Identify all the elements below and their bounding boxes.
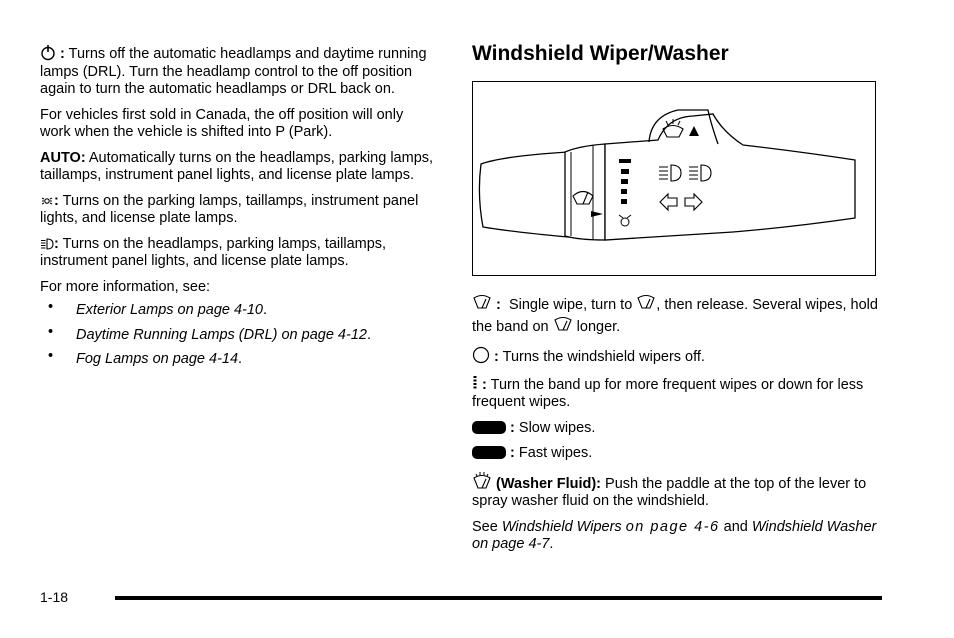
- power-off-icon: [40, 44, 56, 61]
- list-item: • Exterior Lamps on page 4-10.: [40, 302, 435, 320]
- headlamp-text: Turns on the headlamps, parking lamps, taillamps, instrument panel lights, and license plate lamps.: [40, 235, 387, 269]
- reference-link[interactable]: Windshield Washer on page 4-7: [472, 518, 877, 552]
- right-column: [472, 40, 882, 562]
- wiper-off-label: :: [494, 349, 499, 365]
- slow-label: :: [510, 419, 515, 436]
- reference-link[interactable]: Exterior Lamps on page 4-10: [76, 302, 263, 318]
- list-item: • Daytime Running Lamps (DRL) on page 4-12.: [40, 327, 435, 345]
- slow-paragraph: : Slow wipes.: [472, 420, 882, 438]
- page-number: 1-18: [40, 589, 69, 605]
- off-paragraph: [40, 44, 435, 99]
- off-circle-icon: [472, 346, 490, 364]
- reference-list: [40, 302, 435, 369]
- wiper-mist-icon: [553, 316, 573, 334]
- wiper-off-paragraph: : Turns the windshield wipers off.: [472, 346, 882, 367]
- single-wipe-label: :: [496, 297, 501, 313]
- reference-link[interactable]: Daytime Running Lamps (DRL) on page 4-12: [76, 326, 367, 343]
- fast-label: :: [510, 445, 515, 461]
- headlamp-label: :: [54, 235, 59, 252]
- parking-label: :: [54, 192, 59, 209]
- footer-rule: [115, 596, 882, 600]
- washer-paragraph: (Washer Fluid): Push the paddle at the top of the lever to spray washer fluid on the windshield.: [472, 471, 882, 511]
- slow-speed-icon: [472, 421, 506, 434]
- washer-label: (Washer Fluid):: [496, 475, 602, 492]
- delay-bars-icon: [472, 375, 478, 392]
- fast-speed-icon: [472, 446, 506, 459]
- parking-paragraph: [40, 193, 435, 228]
- wiper-mist-icon: [636, 294, 656, 312]
- section-heading: Windshield Wiper/Washer: [472, 42, 729, 65]
- parking-text: Turns on the parking lamps, taillamps, instrument panel lights, and license plate lamps.: [40, 192, 419, 226]
- off-label: :: [60, 46, 65, 62]
- wiper-lever-drawing: [473, 82, 875, 275]
- auto-text: Automatically turns on the headlamps, parking lamps, taillamps, instrument panel lights, and license plate lamps.: [40, 149, 434, 183]
- wiper-lever-illustration: [472, 81, 876, 276]
- off-text: Turns off the automatic headlamps and daytime running lamps (DRL). Turn the headlamp control to the off position again to turn the automatic headlamps or DRL back on.: [40, 46, 427, 97]
- parking-lamp-icon: [40, 194, 54, 208]
- reference-link[interactable]: Fog Lamps on page 4-14: [76, 351, 239, 367]
- more-info: For more information, see:: [40, 278, 211, 295]
- single-wipe-paragraph: : Single wipe, turn to , then release. Several wipes, hold the band on longer.: [472, 294, 882, 338]
- headlamp-icon: [40, 237, 54, 251]
- auto-label: AUTO:: [40, 149, 86, 166]
- washer-fluid-icon: [472, 471, 492, 491]
- list-item: • Fog Lamps on page 4-14.: [40, 351, 435, 369]
- delay-paragraph: : Turn the band up for more frequent wipes or down for less frequent wipes.: [472, 376, 864, 410]
- fast-paragraph: : Fast wipes.: [472, 445, 882, 463]
- delay-label: :: [482, 376, 487, 393]
- see-also-paragraph: See Windshield Wipers on page 4-6 and Windshield Washer on page 4-7.: [472, 518, 877, 552]
- canada-paragraph: For vehicles first sold in Canada, the off position will only work when the vehicle is shifted into P (Park).: [40, 106, 404, 140]
- left-column: [40, 44, 435, 376]
- headlamp-paragraph: [40, 236, 435, 271]
- auto-paragraph: [40, 150, 435, 185]
- reference-link[interactable]: Windshield Wipers on page 4-6: [501, 518, 720, 535]
- wiper-mist-icon: [472, 294, 492, 312]
